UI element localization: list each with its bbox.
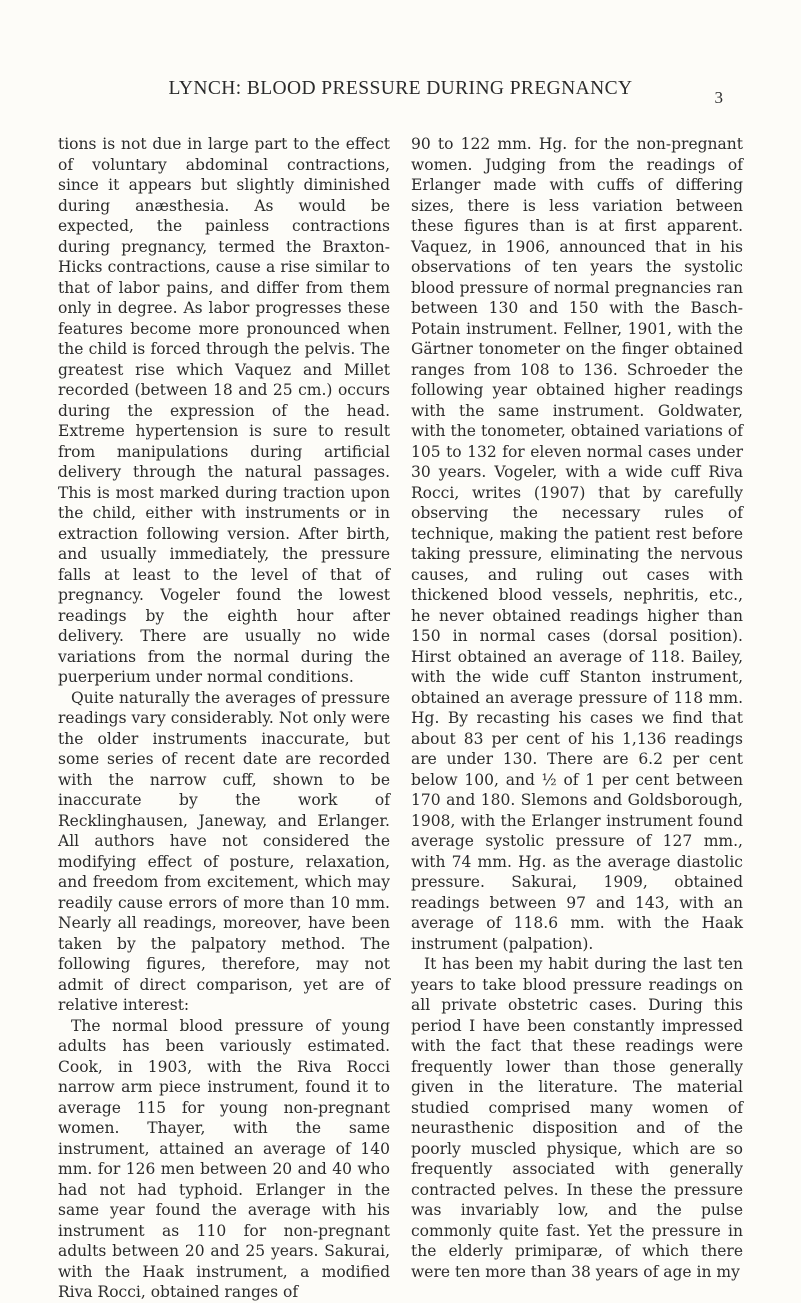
right-paragraph-2: It has been my habit during the last ten years to take blood pressure readings on all private obstetric cases. During this period I have been constantly impressed with the fact that these readings were frequently lower than those generally given in the literature. The material studied comprised many women of neurasthenic disposition and of the poorly muscled physique, which are so frequently associated with generally contracted pelves. In these the pressure was invariably low, and the pulse commonly quite fast. Yet the pressure in the elderly primiparæ, of which there were ten more than 38 years of age in my [411, 955, 743, 1281]
right-column [411, 134, 743, 1282]
right-paragraph-1: 90 to 122 mm. Hg. for the non-pregnant women. Judging from the readings of Erlanger made with cuffs of differing sizes, there is less variation between these figures than is at first apparent. Vaquez, in 1906, announced that in his observations of ten years the systolic blood pressure of normal pregnancies ran between 130 and 150 with the Basch-Potain instrument. Fellner, 1901, with the Gärtner tonometer on the finger obtained ranges from 108 to 136. Schroeder the following year obtained higher readings with the same instrument. Goldwater, with the tonometer, obtained variations of 105 to 132 for eleven normal cases under 30 years. Vogeler, with a wide cuff Riva Rocci, writes (1907) that by carefully observing the necessary rules of technique, making the patient rest before taking pressure, eliminating the nervous causes, and ruling out cases with thickened blood vessels, nephritis, etc., he never obtained readings higher than 150 in normal cases (dorsal position). Hirst obtained an average of 118. Bailey, with the wide cuff Stanton instrument, obtained an average pressure of 118 mm. Hg. By recasting his cases we find that about 83 per cent of his 1,136 readings are under 130. There are 6.2 per cent below 100, and ½ of 1 per cent between 170 and 180. Slemons and Goldsborough, 1908, with the Erlanger instrument found average systolic pressure of 127 mm., with 74 mm. Hg. as the average diastolic pressure. Sakurai, 1909, obtained readings between 97 and 143, with an average of 118.6 mm. with the Haak instrument (palpation). [411, 135, 743, 953]
running-head: LYNCH: BLOOD PRESSURE DURING PREGNANCY [168, 78, 633, 99]
left-paragraph-3: The normal blood pressure of young adults has been variously estimated. Cook, in 1903, with the Riva Rocci narrow arm piece instrument, found it to average 115 for young non-pregnant women. Thayer, with the same instrument, attained an average of 140 mm. for 126 men between 20 and 40 who had not had typhoid. Erlanger in the same year found the average with his instrument as 110 for non-pregnant adults between 20 and 25 years. Sakurai, with the Haak instrument, a modified Riva Rocci, obtained ranges of [58, 1016, 390, 1301]
left-paragraph-2: Quite naturally the averages of pressure readings vary considerably. Not only were the older instruments inaccurate, but some series of recent date are recorded with the narrow cuff, shown to be inaccurate by the work of Recklinghausen, Janeway, and Erlanger. All authors have not considered the modifying effect of posture, relaxation, and freedom from excitement, which may readily cause errors of more than 10 mm. Nearly all readings, moreover, have been taken by the palpatory method. The following figures, therefore, may not admit of direct comparison, yet are of relative interest: [58, 688, 390, 1014]
page-header [0, 78, 801, 108]
left-column [58, 134, 390, 1303]
left-paragraph-1: tions is not due in large part to the effect of voluntary abdominal contractions, since it appears but slightly diminished during anæsthesia. As would be expected, the painless contractions during pregnancy, termed the Braxton-Hicks contractions, cause a rise similar to that of labor pains, and differ from them only in degree. As labor progresses these features become more pronounced when the child is forced through the pelvis. The greatest rise which Vaquez and Millet recorded (between 18 and 25 cm.) occurs during the expression of the head. Extreme hypertension is sure to result from manipulations during artificial delivery through the natural passages. This is most marked during traction upon the child, either with instruments or in extraction following version. After birth, and usually immediately, the pressure falls at least to the level of that of pregnancy. Vogeler found the lowest readings by the eighth hour after delivery. There are usually no wide variations from the normal during the puerperium under normal conditions. [58, 135, 390, 686]
page-number: 3 [714, 88, 723, 107]
